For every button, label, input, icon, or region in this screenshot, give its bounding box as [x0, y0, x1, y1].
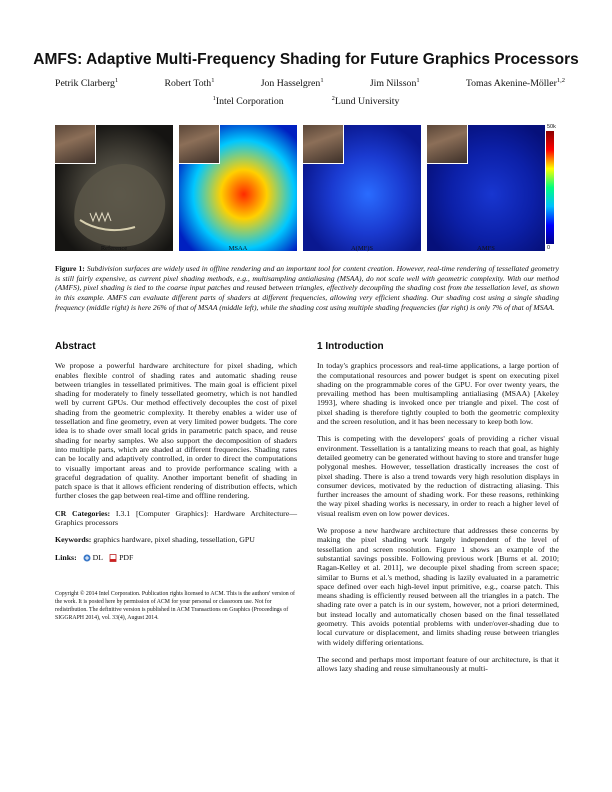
- author: Tomas Akenine-Möller$^{1,2}$: [465, 77, 565, 89]
- colorbar: [546, 131, 554, 244]
- affiliation-list: [0, 96, 612, 107]
- author: Jim Nilsson$^1$: [369, 77, 420, 89]
- panel-label: MSAA: [228, 245, 248, 252]
- author: Robert Toth$^1$: [164, 77, 215, 89]
- intro-paragraph: In today's graphics processors and real-time applications, a large portion of the computational resources and power budget is spent on executing pixel shading on the programmable cores of the GPU. For over twenty years, the prevailing method has been multisampling antialiasing (MSAA) [Akeley 1993], where shading is invoked once per triangle and pixel. The cost of pixel shading is therefore tightly coupled to both the geometric complexity and the screen resolution, and it has been necessary to keep both low.: [317, 361, 559, 427]
- abstract-text: We propose a powerful hardware architecture for pixel shading, which enables flexible control of shading rates and automatic shading reuse between triangles in tessellated primitives. The main goal is efficient pixel shading for moderately to finely tessellated geometry, which is not handled well by current GPUs. Our method effectively decouples the cost of pixel shading from the geometric complexity. It thereby enables a wider use of tessellation and fine geometry, even at very limited power budgets. The core idea is to shade over small local grids in parametric patch space, and reuse shading for nearby samples. We also support the decomposition of shaders into multiple parts, which are shaded at different frequencies. Shading rates can be locally and adaptively controlled, in order to direct the computations to visually important areas and to provide performance scaling with a graceful degradation of quality. Another important benefit of shading in patch space is that it allows efficient rendering of distribution effects, which further closes the gap between real-time and offline rendering.: [55, 361, 297, 501]
- acm-dl-icon: [83, 554, 91, 562]
- introduction-heading: 1 Introduction: [317, 341, 384, 352]
- reference-render-image: [55, 125, 173, 251]
- closeup-inset: [303, 125, 344, 164]
- paper-title: AMFS: Adaptive Multi-Frequency Shading for Future Graphics Processors: [33, 51, 579, 68]
- panel-label: AMFS: [477, 245, 495, 252]
- left-column: [55, 342, 297, 630]
- pdf-link[interactable]: PDF: [109, 553, 133, 562]
- affiliation: $^1$Intel Corporation: [212, 95, 284, 107]
- abstract-heading: Abstract: [55, 341, 96, 352]
- right-column: [317, 342, 559, 682]
- dl-link[interactable]: DL: [83, 553, 103, 562]
- keywords: Keywords: graphics hardware, pixel shading, tessellation, GPU: [55, 535, 255, 545]
- panel-label: Reference: [100, 245, 128, 252]
- closeup-inset: [179, 125, 220, 164]
- closeup-inset: [427, 125, 468, 164]
- pdf-icon: [109, 554, 117, 562]
- intro-paragraph: This is competing with the developers' goals of providing a richer visual environment. Tessellation is a tantalizing means to reach that goal, as highly detailed geometry can be generated without having to store and transfer huge polygonal meshes. However, tessellation drastically increases the cost of pixel shading. There is also a trend towards very high resolution displays in consumer devices, motivated by the reduction of distracting aliasing. This further increases the amount of shading work. For these reasons, rethinking the way pixel shading works is necessary, in order to reach a higher level of visual realism even on low power devices.: [317, 434, 559, 518]
- colorbar-max-label: 50k: [547, 124, 556, 130]
- creature-silhouette: [55, 125, 173, 251]
- colorbar-min-label: 0: [547, 245, 551, 251]
- author: Petrik Clarberg$^1$: [55, 77, 119, 89]
- copyright-notice: Copyright © 2014 Intel Corporation. Publication rights licensed to ACM. This is the authors' version of the work. It is posted here by permission of ACM for your personal or classroom use. Not for redistribution. The definitive version is published in ACM Transactions on Graphics (Proceedings of SIGGRAPH 2014), vol. 33(4), August 2014.: [55, 590, 295, 622]
- panel-label: A(MF)S: [350, 245, 374, 252]
- links-row: Links: DL PDF: [55, 552, 134, 562]
- teaser-figure: [55, 120, 560, 260]
- affiliation: $^2$Lund University: [331, 95, 400, 107]
- intro-paragraph: We propose a new hardware architecture that addresses these concerns by making the pixel shading work largely independent of the level of tessellation and screen resolution. Figure 1 shows an example of the substantial savings possible. Following previous work [Burns et al. 2010; Ragan-Kelley et al. 2011], we decouple pixel shading from screen space; similar to Burns et al.'s method, shading is lazily evaluated in a parametric space defined over each high-level input primitive, e.g., coarse patch. This means shading is efficiently reused between all the triangles in a patch. The shading rate over a patch is in our system, however, not a priori determined, but instead locally and automatically chosen based on the final tessellated geometry. This avoids potential problems with under/over-shading due to local curvature or displacement, and limits shading reuse between triangles with widely differing orientations.: [317, 526, 559, 647]
- author-list: [55, 78, 565, 89]
- msaa-heatmap-image: [179, 125, 297, 251]
- author: Jon Hasselgren$^1$: [260, 77, 324, 89]
- cr-categories: CR Categories: I.3.1 [Computer Graphics]: Hardware Architecture—Graphics processors: [55, 508, 298, 528]
- figure-caption: Figure 1: Subdivision surfaces are widely used in offline rendering and an important tool for content creation. However, real-time rendering of tessellated geometry is still fairly expensive, as current pixel shading methods, e.g., multisampling antialiasing (MSAA), do not scale well with geometric complexity. With our method (AMFS), pixel shading is tied to the coarse input patches and reused between triangles, effectively decoupling the shading cost from the tessellation level, as shown in this example. AMFS can evaluate different parts of shaders at different frequencies, allowing very efficient shading. Our shading cost using a single shading frequency (middle right) is here 26% of that of MSAA (middle left), while the shading cost using multiple shading frequencies (far right) is only 7% of that of MSAA.: [55, 264, 559, 312]
- intro-paragraph: The second and perhaps most important feature of our architecture, is that it allows lazy shading and reuse simultaneously at multi-: [317, 654, 559, 674]
- amfs-single-heatmap-image: [303, 125, 421, 251]
- amfs-multi-heatmap-image: [427, 125, 545, 251]
